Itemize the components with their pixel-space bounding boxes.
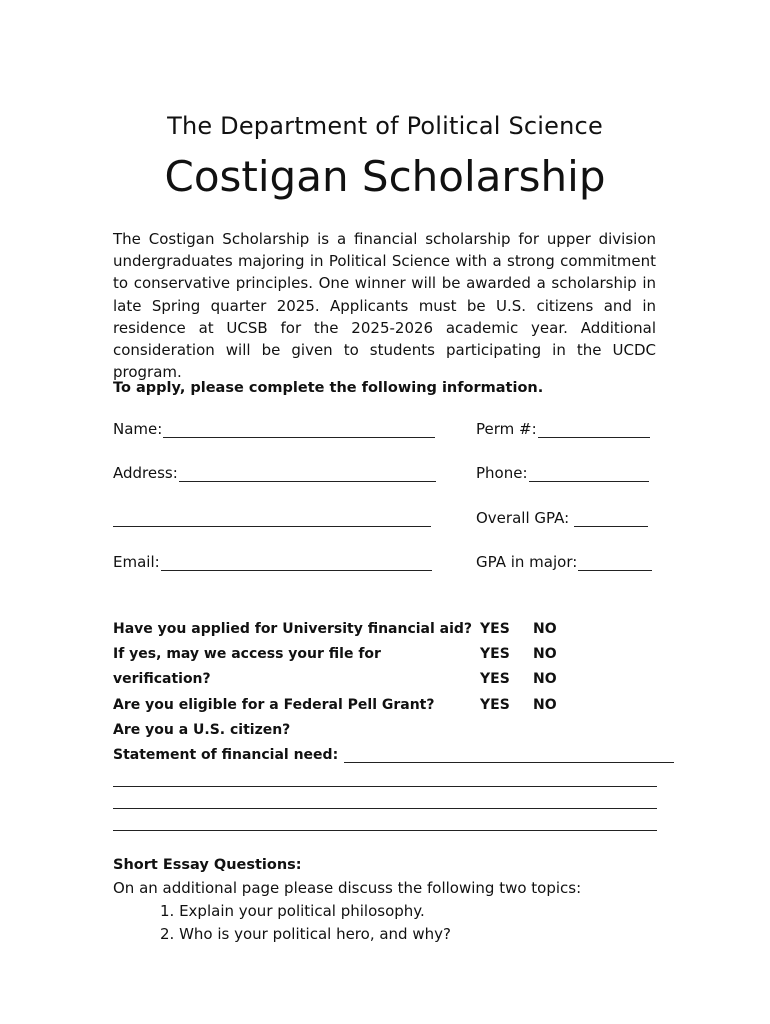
overall-gpa-input-line[interactable]	[574, 511, 648, 527]
financial-need-field	[113, 747, 674, 763]
essay-heading: Short Essay Questions:	[113, 857, 302, 873]
apply-instruction: To apply, please complete the following information.	[113, 380, 544, 396]
question-verification: verification?	[113, 671, 211, 687]
address-field	[113, 464, 436, 482]
overall-gpa-label: Overall GPA:	[476, 509, 570, 527]
yes-option[interactable]: YES	[480, 646, 510, 662]
perm-label: Perm #:	[476, 420, 537, 438]
name-input-line[interactable]	[163, 422, 435, 438]
question-financial-aid: Have you applied for University financial aid?	[113, 621, 473, 637]
gpa-major-field	[476, 553, 652, 571]
address-line-2[interactable]	[113, 526, 431, 527]
name-field	[113, 420, 435, 438]
gpa-major-input-line[interactable]	[578, 555, 652, 571]
question-access-file: If yes, may we access your file for	[113, 646, 381, 662]
essay-item: 2. Who is your political hero, and why?	[160, 925, 451, 943]
name-label: Name:	[113, 420, 163, 438]
no-option[interactable]: NO	[533, 671, 557, 687]
intro-paragraph: The Costigan Scholarship is a financial scholarship for upper division undergraduates majoring in Political Science with a strong commitment to conservative principles. One winner will be awarded a scholarship in late Spring quarter 2025. Applicants must be U.S. citizens and in residence at UCSB for the 2025-2026 academic year. Additional consideration will be given to students participating in the UCDC program.	[113, 230, 656, 382]
essay-item: 1. Explain your political philosophy.	[160, 902, 425, 920]
perm-input-line[interactable]	[538, 422, 650, 438]
no-option[interactable]: NO	[533, 646, 557, 662]
email-field	[113, 553, 432, 571]
gpa-major-label: GPA in major:	[476, 553, 578, 571]
financial-need-line[interactable]	[113, 830, 657, 831]
address-input-line[interactable]	[179, 466, 436, 482]
financial-need-label: Statement of financial need:	[113, 747, 339, 763]
yes-option[interactable]: YES	[480, 697, 510, 713]
department-heading: The Department of Political Science	[167, 112, 603, 140]
financial-need-line[interactable]	[113, 808, 657, 809]
no-option[interactable]: NO	[533, 697, 557, 713]
email-label: Email:	[113, 553, 160, 571]
financial-need-input-line[interactable]	[344, 747, 674, 763]
question-citizen: Are you a U.S. citizen?	[113, 722, 291, 738]
essay-prompt: On an additional page please discuss the following two topics:	[113, 879, 582, 897]
yes-option[interactable]: YES	[480, 671, 510, 687]
financial-need-line[interactable]	[113, 786, 657, 787]
phone-field	[476, 464, 649, 482]
perm-field	[476, 420, 650, 438]
no-option[interactable]: NO	[533, 621, 557, 637]
email-input-line[interactable]	[161, 555, 432, 571]
phone-input-line[interactable]	[529, 466, 649, 482]
overall-gpa-field	[476, 509, 648, 527]
page-title: Costigan Scholarship	[164, 152, 606, 201]
address-label: Address:	[113, 464, 178, 482]
yes-option[interactable]: YES	[480, 621, 510, 637]
phone-label: Phone:	[476, 464, 528, 482]
question-pell-grant: Are you eligible for a Federal Pell Grant?	[113, 697, 435, 713]
